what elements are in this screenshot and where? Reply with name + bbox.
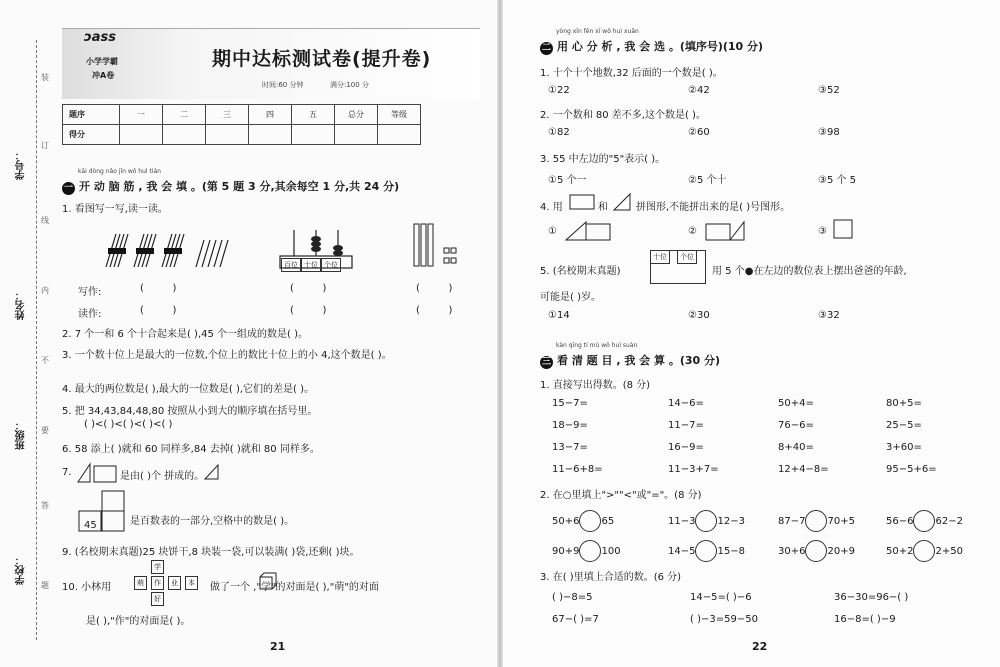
s2-q4-option[interactable]: ① (548, 226, 557, 237)
s2-q5-text: 用 5 个●在左边的数位表上摆出爸爸的年龄, (712, 266, 907, 277)
place-value-chart: 十位 个位 (650, 250, 706, 284)
s2-q4-prefix: 4. 用 (540, 202, 563, 213)
section1-pinyin: kāi dòng nǎo jīn wǒ huì tián (78, 168, 161, 175)
calc-item[interactable]: 16−9= (668, 442, 704, 453)
s2-q1: 1. 十个十个地数,32 后面的一个数是( )。 (540, 68, 723, 79)
option2-figure (704, 220, 754, 242)
s2-q5-line2: 可能是( )岁。 (540, 292, 601, 303)
s2-q1-option[interactable]: ③52 (818, 85, 840, 96)
q10-text: 做了一个 ,"学"的对面是( ),"萌"的对面 (210, 582, 379, 593)
q10-text-line2: 是( ),"作"的对面是( )。 (86, 616, 191, 627)
full-score: 满分:100 分 (330, 81, 369, 89)
fill-item[interactable]: 36−30=96−( ) (834, 592, 909, 603)
calc-item[interactable]: 14−6= (668, 398, 704, 409)
page-number-right: 22 (752, 640, 768, 653)
score-row-label: 得分 (63, 125, 120, 145)
score-table-row (63, 125, 421, 145)
s2-q4-text: 拼图形,不能拼出来的是( )号图形。 (636, 202, 791, 213)
section1-number: 一 (63, 183, 73, 193)
score-table-header: 等级 (378, 105, 421, 125)
s2-q4-option[interactable]: ③ (818, 226, 827, 237)
fill-item[interactable]: 16−8=( )−9 (834, 614, 896, 625)
section3-pinyin: kàn qīng tí mù wǒ huì suàn (556, 342, 638, 349)
abacus-place-labels: 百位 十位 个位 (281, 258, 341, 272)
section2-number: 二 (541, 43, 551, 53)
section2-title: 用 心 分 析 , 我 会 选 。(填序号)(10 分) (557, 40, 764, 53)
compare-item[interactable]: 11−3 12−3 (668, 510, 745, 532)
exam-title: 期中达标测试卷(提升卷) (212, 48, 432, 70)
score-cell[interactable] (249, 125, 292, 145)
compare-item[interactable]: 50+2 2+50 (886, 540, 963, 562)
cut-mark: 不 (41, 356, 49, 365)
q1-text: 1. 看图写一写,读一读。 (62, 204, 168, 215)
score-cell[interactable] (206, 125, 249, 145)
score-cell[interactable] (335, 125, 378, 145)
class-label: 班级： (16, 420, 27, 450)
q1-write-blank[interactable]: ( ) (416, 283, 453, 294)
school-label: 学校： (16, 555, 27, 585)
s2-q5-option[interactable]: ①14 (548, 310, 570, 321)
calc-item[interactable]: 11−6+8= (552, 464, 603, 475)
q8-cell-value: 45 (84, 520, 97, 531)
calc-item[interactable]: 76−6= (778, 420, 814, 431)
score-cell[interactable] (378, 125, 421, 145)
compare-circle[interactable] (805, 510, 827, 532)
compare-item[interactable]: 90+9 100 (552, 540, 621, 562)
q1-write-blank[interactable]: ( ) (290, 283, 327, 294)
q3-text: 3. 一个数十位上是最大的一位数,个位上的数比十位上的小 4,这个数是( )。 (62, 350, 392, 361)
q2-text: 2. 7 个一和 6 个十合起来是( ),45 个一组成的数是( )。 (62, 329, 309, 340)
brand-logo: ɔass (84, 30, 116, 45)
s2-q2-option[interactable]: ③98 (818, 127, 840, 138)
fill-item[interactable]: ( )−3=59−50 (690, 614, 758, 625)
section2-pinyin: yòng xīn fēn xī wǒ huì xuǎn (556, 28, 639, 35)
cut-mark: 要 (41, 426, 49, 435)
score-table-header: 三 (206, 105, 249, 125)
q1-write-blank[interactable]: ( ) (140, 283, 177, 294)
q6-text: 6. 58 添上( )就和 60 同样多,84 去掉( )就和 80 同样多。 (62, 444, 320, 455)
cube-icon (258, 572, 278, 590)
rectangle-shape-icon (568, 192, 598, 212)
score-table-header-row (63, 105, 421, 125)
page-number-left: 21 (270, 640, 286, 653)
section3-title: 看 清 题 目 , 我 会 算 。(30 分) (557, 354, 721, 367)
s3-q3-label: 3. 在( )里填上合适的数。(6 分) (540, 572, 682, 583)
name-label: 姓名： (16, 290, 27, 320)
calc-item[interactable]: 12+4−8= (778, 464, 829, 475)
s2-q3-option[interactable]: ②5 个十 (688, 175, 727, 186)
calc-item[interactable]: 95−5+6= (886, 464, 937, 475)
cut-mark: 线 (41, 216, 49, 225)
q8-hundred-chart (78, 490, 130, 542)
q10-text-prefix: 10. 小林用 (62, 582, 112, 593)
section3-heading (540, 352, 720, 369)
q1-read-blank[interactable]: ( ) (140, 305, 177, 316)
s2-q3-option[interactable]: ③5 个 5 (818, 175, 857, 186)
compare-circle[interactable] (913, 510, 935, 532)
option3-figure (832, 218, 856, 242)
q1-read-label: 读作: (78, 309, 102, 320)
q5-text: 5. 把 34,43,84,48,80 按照从小到大的顺序填在括号里。 (62, 406, 318, 417)
score-table-header: 题序 (63, 105, 120, 125)
calc-item[interactable]: 25−5= (886, 420, 922, 431)
fill-item[interactable]: 14−5=( )−6 (690, 592, 752, 603)
s2-q5-option[interactable]: ②30 (688, 310, 710, 321)
compare-circle[interactable] (695, 510, 717, 532)
cut-mark: 内 (41, 286, 49, 295)
q1-write-label: 写作: (78, 287, 102, 298)
q8-text: 是百数表的一部分,空格中的数是( )。 (130, 516, 295, 527)
score-table-header: 一 (120, 105, 163, 125)
s2-q2-option[interactable]: ①82 (548, 127, 570, 138)
compare-circle[interactable] (579, 540, 601, 562)
q1-read-blank[interactable]: ( ) (290, 305, 327, 316)
calc-item[interactable]: 15−7= (552, 398, 588, 409)
compare-item[interactable]: 87−7 70+5 (778, 510, 855, 532)
s2-q4-and: 和 (598, 202, 608, 213)
compare-item[interactable]: 30+6 20+9 (778, 540, 855, 562)
triangle-shape-icon (612, 192, 634, 212)
s2-q2: 2. 一个数和 80 差不多,这个数是( )。 (540, 110, 706, 121)
score-table-header: 总分 (335, 105, 378, 125)
section1-heading (62, 178, 399, 195)
section3-number: 三 (541, 357, 551, 367)
s3-q1-label: 1. 直接写出得数。(8 分) (540, 380, 651, 391)
brand-subtitle: 小学学霸 (86, 57, 118, 66)
student-id-label: 学号： (16, 150, 27, 180)
compare-item[interactable]: 56−6 62−2 (886, 510, 963, 532)
s2-q5-option[interactable]: ③32 (818, 310, 840, 321)
exam-header (62, 28, 480, 98)
compare-item[interactable]: 14−5 15−8 (668, 540, 745, 562)
s2-q3: 3. 55 中左边的"5"表示( )。 (540, 154, 666, 165)
calc-item[interactable]: 3+60= (886, 442, 922, 453)
calc-item[interactable]: 13−7= (552, 442, 588, 453)
option1-figure (564, 220, 614, 242)
cut-mark: 订 (41, 141, 49, 150)
s2-q1-option[interactable]: ①22 (548, 85, 570, 96)
fill-item[interactable]: ( )−8=5 (552, 592, 593, 603)
cut-mark: 题 (41, 581, 49, 590)
q5-blanks[interactable]: ( )<( )<( )<( )<( ) (84, 419, 173, 430)
s3-q2-label: 2. 在○里填上">""<"或"="。(8 分) (540, 490, 702, 501)
cut-mark: 装 (41, 73, 49, 82)
cut-line (36, 40, 37, 640)
compare-circle[interactable] (579, 510, 601, 532)
fill-item[interactable]: 67−( )=7 (552, 614, 599, 625)
q7-triangle-icon (204, 464, 220, 480)
s2-q4-option[interactable]: ② (688, 226, 697, 237)
compare-circle[interactable] (805, 540, 827, 562)
calc-item[interactable]: 11−7= (668, 420, 704, 431)
book-spine (497, 0, 503, 667)
cut-mark: 答 (41, 501, 49, 510)
ten-rods (414, 224, 456, 266)
q4-text: 4. 最大的两位数是( ),最大的一位数是( ),它们的差是( )。 (62, 384, 315, 395)
calc-item[interactable]: 18−9= (552, 420, 588, 431)
brand-subtitle: 冲A卷 (92, 71, 115, 80)
q7-number: 7. (62, 467, 72, 478)
score-table-header: 二 (163, 105, 206, 125)
time-limit: 时间:60 分钟 (262, 81, 304, 89)
score-table (62, 104, 421, 145)
calc-item[interactable]: 80+5= (886, 398, 922, 409)
s2-q3-option[interactable]: ①5 个一 (548, 175, 587, 186)
compare-circle[interactable] (913, 540, 935, 562)
calc-item[interactable]: 8+40= (778, 442, 814, 453)
s2-q5-prefix: 5. (名校期末真题) (540, 266, 621, 277)
score-table-header: 四 (249, 105, 292, 125)
s2-q2-option[interactable]: ②60 (688, 127, 710, 138)
q9-text: 9. (名校期末真题)25 块饼干,8 块装一袋,可以装满( )袋,还剩( )块。 (62, 547, 360, 558)
compare-item[interactable]: 50+6 65 (552, 510, 614, 532)
q1-read-blank[interactable]: ( ) (416, 305, 453, 316)
section1-title: 开 动 脑 筋 , 我 会 填 。(第 5 题 3 分,其余每空 1 分,共 24 分) (79, 180, 400, 193)
compare-circle[interactable] (695, 540, 717, 562)
right-page (500, 0, 1000, 667)
calc-item[interactable]: 50+4= (778, 398, 814, 409)
score-cell[interactable] (163, 125, 206, 145)
section2-heading (540, 38, 763, 55)
score-cell[interactable] (292, 125, 335, 145)
s2-q1-option[interactable]: ②42 (688, 85, 710, 96)
calc-item[interactable]: 11−3+7= (668, 464, 719, 475)
q10-cube-net: 学 萌 作 业 本 好 (134, 560, 204, 614)
q7-text: 是由( )个 拼成的。 (120, 471, 205, 482)
score-table-header: 五 (292, 105, 335, 125)
score-cell[interactable] (120, 125, 163, 145)
